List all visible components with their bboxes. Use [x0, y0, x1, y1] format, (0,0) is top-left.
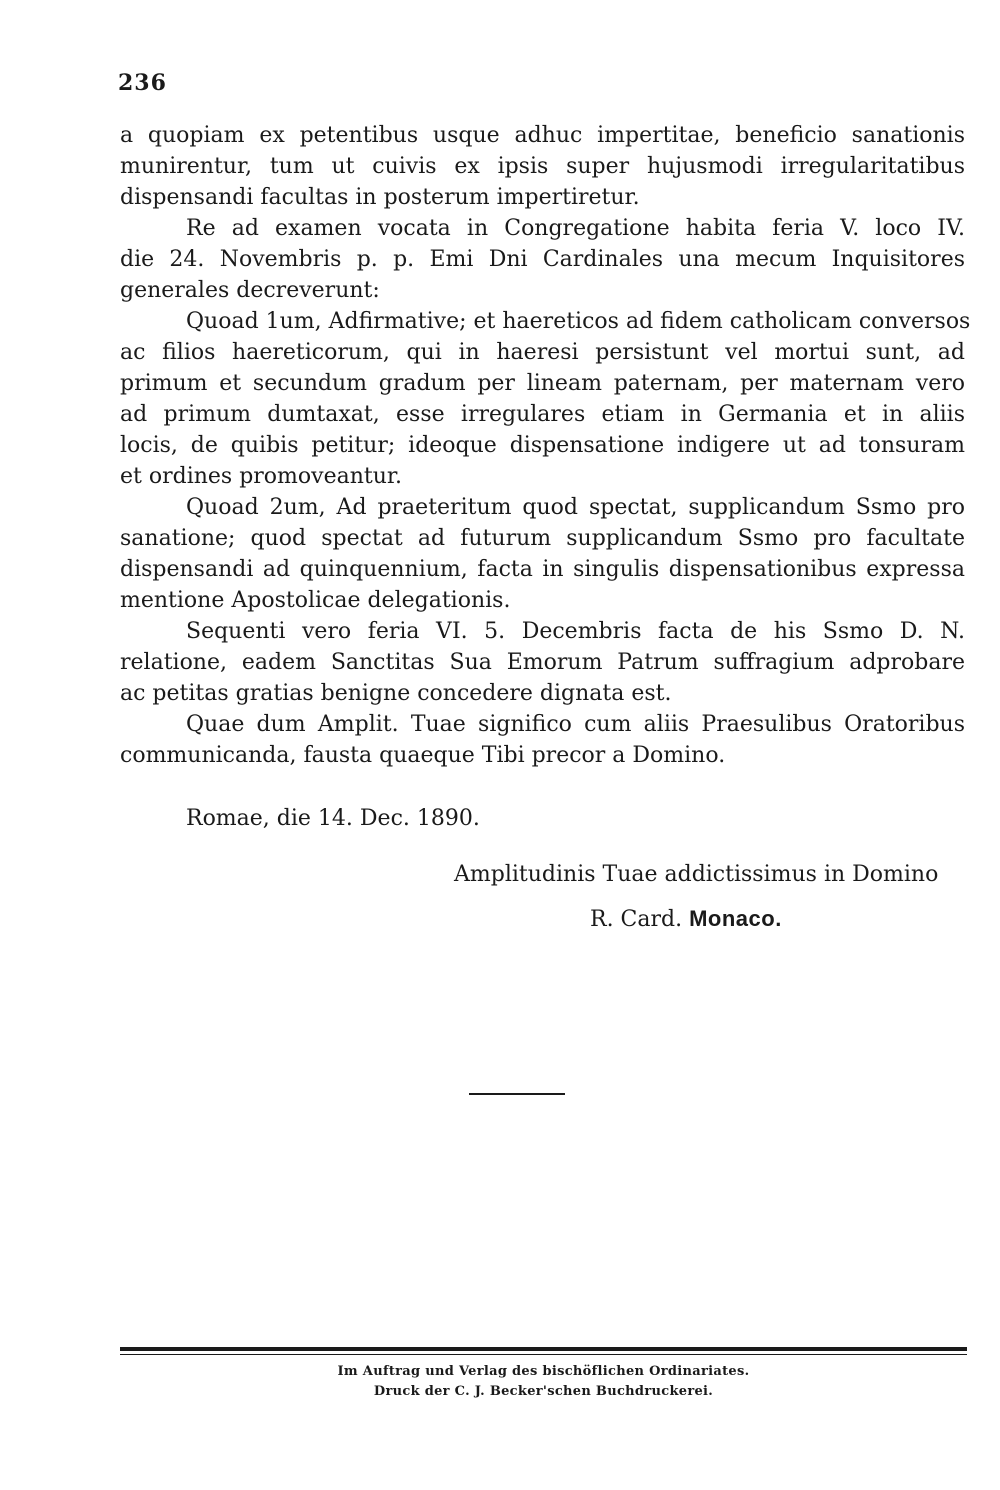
imprint-printer: Druck der C. J. Becker'schen Buchdruckerei.: [373, 1384, 714, 1399]
text-line: sanatione; quod spectat ad futurum supplicandum Ssmo pro facultate: [120, 526, 965, 551]
page-number: 236: [118, 70, 167, 96]
imprint-publisher: Im Auftrag und Verlag des bischöflichen Ordinariates.: [337, 1364, 750, 1379]
text-line: dispensandi ad quinquennium, facta in singulis dispensationibus expressa: [120, 557, 965, 582]
text-line: ad primum dumtaxat, esse irregulares etiam in Germania et in aliis: [120, 402, 965, 427]
text-line: Quoad 2um, Ad praeteritum quod spectat, supplicandum Ssmo pro: [186, 495, 965, 520]
text-line: Quoad 1um, Adfirmative; et haereticos ad fidem catholicam conversos: [186, 309, 971, 334]
text-line: ac filios haereticorum, qui in haeresi persistunt vel mortui sunt, ad: [120, 340, 965, 365]
letter-date: Romae, die 14. Dec. 1890.: [186, 806, 480, 831]
imprint-footer: [120, 1362, 967, 1402]
letter-body: [120, 120, 971, 771]
text-line: Quae dum Amplit. Tuae significo cum aliis Praesulibus Oratoribus: [186, 712, 965, 737]
text-line: communicanda, fausta quaeque Tibi precor a Domino.: [120, 743, 726, 768]
section-divider: [469, 1093, 565, 1095]
text-line: die 24. Novembris p. p. Emi Dni Cardinales una mecum Inquisitores: [120, 247, 965, 272]
footer-rule-thick: [120, 1347, 967, 1351]
text-line: relatione, eadem Sanctitas Sua Emorum Patrum suffragium adprobare: [120, 650, 965, 675]
text-line: ac petitas gratias benigne concedere dignata est.: [120, 681, 672, 706]
text-line: et ordines promoveantur.: [120, 464, 402, 489]
signature: [590, 906, 782, 932]
text-line: munirentur, tum ut cuivis ex ipsis super hujusmodi irregularitatibus: [120, 154, 965, 179]
text-line: Sequenti vero feria VI. 5. Decembris facta de his Ssmo D. N.: [186, 619, 965, 644]
text-line: primum et secundum gradum per lineam paternam, per maternam vero: [120, 371, 965, 396]
text-line: dispensandi facultas in posterum impertiretur.: [120, 185, 640, 210]
text-line: mentione Apostolicae delegationis.: [120, 588, 511, 613]
text-line: a quopiam ex petentibus usque adhuc impertitae, beneficio sanationis: [120, 123, 965, 148]
text-line: locis, de quibis petitur; ideoque dispensatione indigere ut ad tonsuram: [120, 433, 965, 458]
text-line: generales decreverunt:: [120, 278, 380, 303]
text-line: Re ad examen vocata in Congregatione habita feria V. loco IV.: [186, 216, 965, 241]
signature-name: Monaco.: [689, 906, 782, 931]
signature-title: R. Card.: [590, 907, 683, 932]
footer-rule-thin: [120, 1354, 967, 1355]
closing-formula: Amplitudinis Tuae addictissimus in Domino: [454, 862, 939, 887]
